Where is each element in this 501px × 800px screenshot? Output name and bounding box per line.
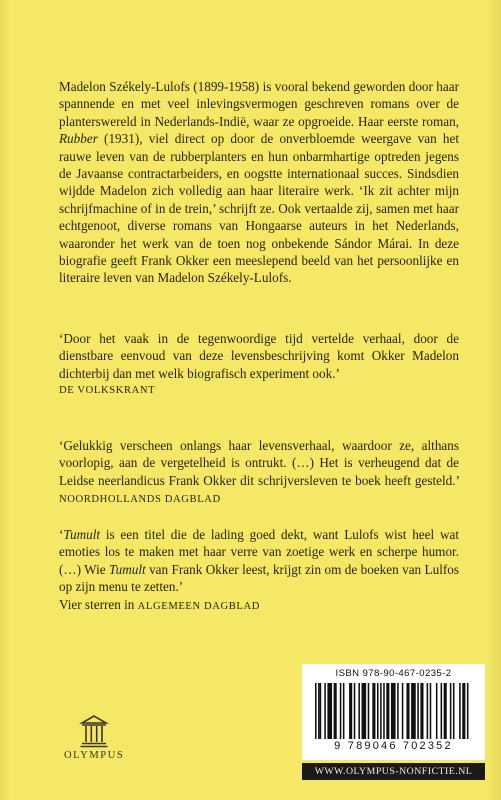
quote-text: ‘Gelukkig verscheen onlangs haar levensverhaal, waardoor ze, althans voorlopig, aan de vergetelheid is ontrukt. (…) Het is verheugend dat de Leidse neerlandicus Frank Okker dit schrijversleven te boek heeft gesteld.’	[59, 438, 459, 488]
book-title-tumult: Tumult	[109, 561, 146, 577]
quote-source: ALGEMEEN DAGBLAD	[137, 600, 260, 612]
publisher-website[interactable]: WWW.OLYMPUS-NONFICTIE.NL	[302, 763, 485, 780]
isbn-number: ISBN 978-90-467-0235-2	[335, 668, 452, 679]
book-description	[59, 78, 459, 287]
publisher-logo	[64, 714, 124, 780]
review-quote-noordhollands-dagblad	[59, 437, 459, 509]
temple-icon	[79, 714, 109, 748]
ean-digits: 9 789046 702352	[334, 740, 453, 752]
publisher-name: OLYMPUS	[64, 750, 125, 761]
quote-source: DE VOLKSKRANT	[59, 385, 156, 397]
description-paragraph: Madelon Székely-Lulofs (1899-1958) is vooral bekend geworden door haar spannende en met veel inlevingsvermogen geschreven romans over de planterswereld in Nederlands-Indië, waar ze opgroeide. Haar eerste roman, Rubber (1931), viel direct op door de onverbloemde weergave van het rauwe leven van de rubberplanters en hun onbarmhartige optreden jegens de Javaanse contractarbeiders, en oogstte internationaal succes. Sindsdien wijdde Madelon zich volledig aan haar literaire werk. ‘Ik zit achter mijn schrijfmachine of in de trein,’ schrijft ze. Ook vertaalde zij, samen met haar echtgenoot, diverse romans van Hongaarse auteurs in het Nederlands, waaronder het werk van de toen nog onbekende Sándor Márai. In deze biografie geeft Frank Okker een meeslepend beeld van het persoonlijke en literaire leven van Madelon Székely-Lulofs.	[59, 79, 459, 286]
quote-text: ‘Door het vaak in de tegenwoordige tijd vertelde verhaal, door de dienstbare eenvoud van deze levensbeschrijving komt Okker Madelon dichterbij dan met welk biografisch experiment ook.’	[59, 331, 459, 381]
quote-prefix: Vier sterren in	[59, 596, 138, 612]
book-title-tumult: Tumult	[63, 527, 101, 542]
book-title-rubber: Rubber	[59, 131, 98, 147]
barcode	[311, 683, 476, 739]
review-quote-algemeen-dagblad: ‘Tumult is een titel die de lading goed dekt, want Lulofs wist heel wat emoties los te maken met haar verre van zoetige werk en scherpe humor. (…) Wie Tumult van Frank Okker leest, krijgt zin om de boeken van Lulfos op zijn menu te zetten.’ Vier sterren in ALGEMEEN DAGBLAD	[59, 527, 459, 612]
quote-source: NOORDHOLLANDS DAGBLAD	[59, 494, 221, 506]
barcode-panel	[302, 664, 485, 760]
review-quote-volkskrant	[59, 330, 459, 400]
